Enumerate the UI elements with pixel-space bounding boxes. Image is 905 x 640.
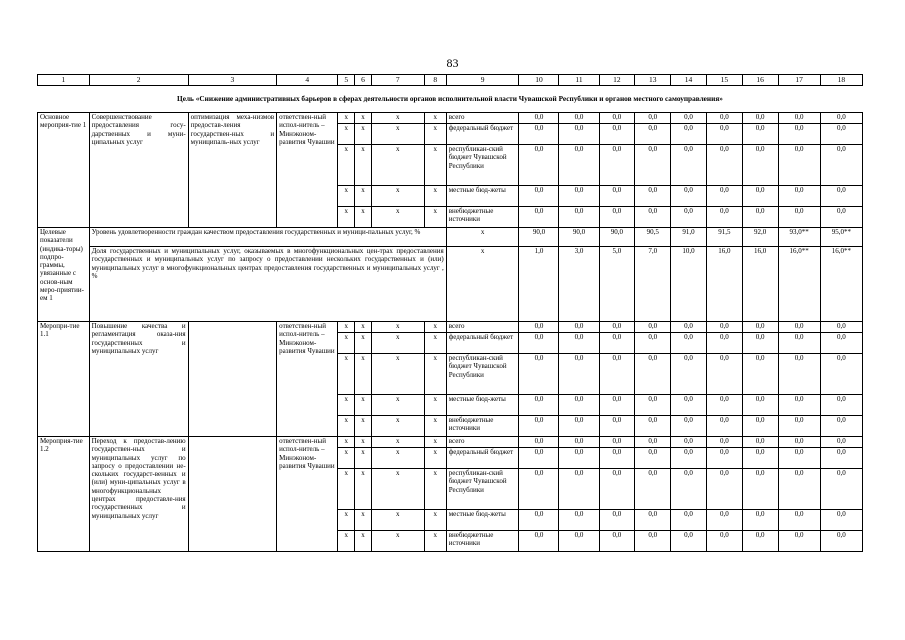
indicator-value: 10,0 (671, 247, 707, 322)
value-cell: 0,0 (742, 113, 778, 124)
value-cell: 0,0 (820, 354, 862, 395)
program-table (37, 74, 863, 552)
indicator-value: 16,0 (742, 247, 778, 322)
value-cell: 0,0 (599, 416, 635, 437)
value-cell: 0,0 (706, 510, 742, 531)
goal-title: Цель «Снижение административных барьеров в сферах деятельности органов исполнительной власти Чувашской Республики и органов местного самоуправления» (38, 86, 863, 113)
column-number: 9 (446, 75, 519, 86)
indicator-value: 90,0 (519, 228, 559, 247)
column-number: 10 (519, 75, 559, 86)
value-cell: 0,0 (559, 531, 599, 552)
x-mark: x (371, 113, 424, 124)
x-mark: x (424, 113, 446, 124)
value-cell: 0,0 (559, 395, 599, 416)
indicator-value: 16,0** (820, 247, 862, 322)
x-mark: x (424, 124, 446, 145)
value-cell: 0,0 (671, 469, 707, 510)
value-cell: 0,0 (559, 322, 599, 333)
value-cell: 0,0 (742, 322, 778, 333)
x-mark: x (355, 145, 372, 186)
x-mark: x (371, 322, 424, 333)
value-cell: 0,0 (599, 510, 635, 531)
x-mark: x (424, 186, 446, 207)
value-cell: 0,0 (820, 469, 862, 510)
source-label: всего (446, 113, 519, 124)
column-number: 4 (277, 75, 338, 86)
value-cell: 0,0 (742, 448, 778, 469)
value-cell: 0,0 (820, 333, 862, 354)
value-cell: 0,0 (519, 416, 559, 437)
value-cell: 0,0 (635, 510, 671, 531)
value-cell: 0,0 (671, 207, 707, 228)
indicator-value: 93,0** (778, 228, 820, 247)
value-cell: 0,0 (671, 113, 707, 124)
measure-label: Меропри-тие 1.1 (38, 322, 90, 437)
value-cell: 0,0 (519, 531, 559, 552)
x-mark: x (371, 145, 424, 186)
x-mark: x (338, 145, 355, 186)
value-cell: 0,0 (599, 145, 635, 186)
x-mark: x (338, 448, 355, 469)
value-cell: 0,0 (742, 395, 778, 416)
x-mark: x (338, 416, 355, 437)
indicator-value: 90,5 (635, 228, 671, 247)
value-cell: 0,0 (559, 207, 599, 228)
measure-title: Повышение качества и регламентация оказа-ния государственных и муниципальных услуг (89, 322, 188, 437)
value-cell: 0,0 (635, 437, 671, 448)
x-mark: x (338, 469, 355, 510)
source-label: внебюджетные источники (446, 207, 519, 228)
source-label: местные бюд-жеты (446, 395, 519, 416)
value-cell: 0,0 (778, 113, 820, 124)
source-label: федеральный бюджет (446, 124, 519, 145)
indicator-value: 90,0 (559, 228, 599, 247)
x-mark: x (424, 437, 446, 448)
value-cell: 0,0 (742, 124, 778, 145)
value-cell: 0,0 (706, 207, 742, 228)
source-label: федеральный бюджет (446, 333, 519, 354)
x-mark: x (355, 469, 372, 510)
value-cell: 0,0 (706, 395, 742, 416)
source-label: внебюджетные источники (446, 531, 519, 552)
value-cell: 0,0 (559, 186, 599, 207)
value-cell: 0,0 (559, 333, 599, 354)
block2-row (38, 322, 863, 333)
x-mark: x (371, 448, 424, 469)
x-mark: x (355, 322, 372, 333)
value-cell: 0,0 (778, 469, 820, 510)
x-mark: x (424, 448, 446, 469)
x-mark: x (338, 354, 355, 395)
measure-label: Мероприя-тие 1.2 (38, 437, 90, 552)
x-mark: x (355, 437, 372, 448)
x-mark: x (355, 207, 372, 228)
source-label: внебюджетные источники (446, 416, 519, 437)
x-mark: x (338, 124, 355, 145)
x-mark: x (355, 124, 372, 145)
value-cell: 0,0 (706, 531, 742, 552)
value-cell: 0,0 (778, 354, 820, 395)
value-cell: 0,0 (635, 124, 671, 145)
x-mark: x (338, 395, 355, 416)
value-cell: 0,0 (742, 437, 778, 448)
value-cell: 0,0 (671, 124, 707, 145)
value-cell: 0,0 (671, 448, 707, 469)
value-cell: 0,0 (519, 333, 559, 354)
value-cell: 0,0 (635, 416, 671, 437)
value-cell: 0,0 (635, 531, 671, 552)
value-cell: 0,0 (778, 124, 820, 145)
value-cell: 0,0 (671, 416, 707, 437)
indicator-value: 95,0** (820, 228, 862, 247)
x-mark: x (371, 510, 424, 531)
value-cell: 0,0 (671, 510, 707, 531)
value-cell: 0,0 (519, 322, 559, 333)
value-cell: 0,0 (519, 145, 559, 186)
indicator-value: 92,0 (742, 228, 778, 247)
x-mark: x (355, 395, 372, 416)
source-label: всего (446, 437, 519, 448)
block1-row (38, 113, 863, 124)
value-cell: 0,0 (559, 448, 599, 469)
column-number-row (38, 75, 863, 86)
x-mark: x (424, 510, 446, 531)
column-number: 8 (424, 75, 446, 86)
value-cell: 0,0 (706, 113, 742, 124)
indicator-value: 16,0 (706, 247, 742, 322)
value-cell: 0,0 (820, 322, 862, 333)
value-cell: 0,0 (599, 531, 635, 552)
indicator-text: Доля государственных и муниципальных услуг, оказываемых в многофункциональных цен-трах предоставления государственных и муниципальных услуг по запросу о предоставлении нескольких государственных и (или) муниципальных услуг в многофункциональных центрах предоставления государственных и муниципальных услуг , % (89, 247, 446, 322)
indicator-value: 7,0 (635, 247, 671, 322)
value-cell: 0,0 (778, 322, 820, 333)
measure-executor: ответствен-ный испол-нитель – Минэконом-развития Чувашии (277, 322, 338, 437)
x-mark: x (355, 416, 372, 437)
value-cell: 0,0 (820, 416, 862, 437)
value-cell: 0,0 (559, 416, 599, 437)
value-cell: 0,0 (635, 207, 671, 228)
value-cell: 0,0 (671, 531, 707, 552)
value-cell: 0,0 (599, 207, 635, 228)
indicator-value: 1,0 (519, 247, 559, 322)
value-cell: 0,0 (599, 186, 635, 207)
column-number: 5 (338, 75, 355, 86)
x-mark: x (424, 469, 446, 510)
source-label: республикан-ский бюджет Чувашской Республики (446, 145, 519, 186)
value-cell: 0,0 (559, 354, 599, 395)
column-number: 7 (371, 75, 424, 86)
value-cell: 0,0 (706, 416, 742, 437)
indicator-value: 5,0 (599, 247, 635, 322)
measure-goal (188, 322, 277, 437)
value-cell: 0,0 (706, 354, 742, 395)
value-cell: 0,0 (635, 448, 671, 469)
value-cell: 0,0 (519, 448, 559, 469)
x-mark: x (371, 416, 424, 437)
value-cell: 0,0 (742, 510, 778, 531)
value-cell: 0,0 (599, 113, 635, 124)
x-mark: x (371, 354, 424, 395)
value-cell: 0,0 (559, 510, 599, 531)
value-cell: 0,0 (778, 531, 820, 552)
column-number: 16 (742, 75, 778, 86)
value-cell: 0,0 (778, 186, 820, 207)
value-cell: 0,0 (820, 531, 862, 552)
measure-goal: оптимизация меха-низмов предостав-ления государствен-ных и муниципаль-ных услуг (188, 113, 277, 228)
value-cell: 0,0 (519, 186, 559, 207)
column-number: 6 (355, 75, 372, 86)
value-cell: 0,0 (599, 448, 635, 469)
value-cell: 0,0 (671, 322, 707, 333)
x-mark: x (338, 207, 355, 228)
x-mark: x (355, 354, 372, 395)
value-cell: 0,0 (820, 124, 862, 145)
indicator-text: Уровень удовлетворенности граждан качеством предоставления государственных и муници-пальных услуг, % (89, 228, 446, 247)
value-cell: 0,0 (671, 333, 707, 354)
source-label: федеральный бюджет (446, 448, 519, 469)
source-label: всего (446, 322, 519, 333)
measure-goal (188, 437, 277, 552)
column-number: 12 (599, 75, 635, 86)
measure-executor: ответствен-ный испол-нитель – Минэконом-развития Чувашии (277, 113, 338, 228)
value-cell: 0,0 (599, 333, 635, 354)
measure-label: Основное мероприя-тие 1 (38, 113, 90, 228)
value-cell: 0,0 (778, 207, 820, 228)
x-mark: x (355, 333, 372, 354)
value-cell: 0,0 (599, 124, 635, 145)
value-cell: 0,0 (519, 510, 559, 531)
value-cell: 0,0 (820, 113, 862, 124)
x-mark: x (338, 322, 355, 333)
value-cell: 0,0 (820, 510, 862, 531)
x-mark: x (371, 531, 424, 552)
value-cell: 0,0 (519, 207, 559, 228)
x-mark: x (371, 395, 424, 416)
value-cell: 0,0 (706, 448, 742, 469)
x-mark: x (371, 124, 424, 145)
value-cell: 0,0 (559, 145, 599, 186)
indicator-row (38, 228, 863, 247)
x-mark: x (338, 510, 355, 531)
value-cell: 0,0 (519, 469, 559, 510)
indicators-label: Целевые показатели (индика-торы) подпро-граммы, увязанные с основ-ным меро-приятии-ем 1 (38, 228, 90, 322)
x-mark: x (355, 186, 372, 207)
x-mark: x (338, 113, 355, 124)
value-cell: 0,0 (599, 354, 635, 395)
value-cell: 0,0 (671, 186, 707, 207)
column-number: 1 (38, 75, 90, 86)
value-cell: 0,0 (706, 333, 742, 354)
value-cell: 0,0 (671, 145, 707, 186)
value-cell: 0,0 (671, 354, 707, 395)
value-cell: 0,0 (635, 113, 671, 124)
value-cell: 0,0 (742, 531, 778, 552)
value-cell: 0,0 (599, 469, 635, 510)
value-cell: 0,0 (778, 395, 820, 416)
value-cell: 0,0 (635, 322, 671, 333)
value-cell: 0,0 (742, 207, 778, 228)
indicator-value: 91,5 (706, 228, 742, 247)
x-mark: x (371, 186, 424, 207)
measure-executor: ответствен-ный испол-нитель – Минэконом-развития Чувашии (277, 437, 338, 552)
value-cell: 0,0 (706, 469, 742, 510)
value-cell: 0,0 (599, 322, 635, 333)
value-cell: 0,0 (519, 113, 559, 124)
x-mark: x (338, 186, 355, 207)
value-cell: 0,0 (519, 124, 559, 145)
value-cell: 0,0 (742, 333, 778, 354)
value-cell: 0,0 (519, 437, 559, 448)
x-mark: x (424, 333, 446, 354)
value-cell: 0,0 (559, 437, 599, 448)
x-mark: x (371, 469, 424, 510)
value-cell: 0,0 (778, 145, 820, 186)
value-cell: 0,0 (778, 416, 820, 437)
source-label: республикан-ский бюджет Чувашской Республики (446, 354, 519, 395)
column-number: 17 (778, 75, 820, 86)
value-cell: 0,0 (742, 416, 778, 437)
value-cell: 0,0 (742, 186, 778, 207)
value-cell: 0,0 (778, 333, 820, 354)
measure-title: Переход к предостав-лению государствен-ных и муниципальных услуг по запросу о предоставлении не-скольких государст-венных и (или) муни-ципальных услуг в многофункциональных центрах предоставле-ния государственных и муниципальных услуг (89, 437, 188, 552)
x-mark: x (424, 395, 446, 416)
x-mark: x (338, 333, 355, 354)
column-number: 15 (706, 75, 742, 86)
value-cell: 0,0 (706, 124, 742, 145)
value-cell: 0,0 (635, 186, 671, 207)
x-mark: x (338, 437, 355, 448)
value-cell: 0,0 (559, 113, 599, 124)
x-mark: x (371, 437, 424, 448)
x-mark: x (424, 145, 446, 186)
value-cell: 0,0 (778, 437, 820, 448)
value-cell: 0,0 (820, 448, 862, 469)
value-cell: 0,0 (820, 145, 862, 186)
x-mark: x (424, 207, 446, 228)
value-cell: 0,0 (635, 395, 671, 416)
page-number: 83 (446, 56, 459, 70)
x-mark: x (355, 531, 372, 552)
value-cell: 0,0 (671, 395, 707, 416)
measure-title: Совершенствование предоставления госу-дарственных и муни-ципальных услуг (89, 113, 188, 228)
x-mark: x (446, 247, 519, 322)
x-mark: x (355, 510, 372, 531)
value-cell: 0,0 (706, 437, 742, 448)
value-cell: 0,0 (820, 186, 862, 207)
x-mark: x (424, 354, 446, 395)
value-cell: 0,0 (519, 354, 559, 395)
value-cell: 0,0 (635, 469, 671, 510)
x-mark: x (424, 322, 446, 333)
column-number: 3 (188, 75, 277, 86)
source-label: местные бюд-жеты (446, 510, 519, 531)
column-number: 18 (820, 75, 862, 86)
indicator-row (38, 247, 863, 322)
x-mark: x (355, 448, 372, 469)
value-cell: 0,0 (599, 395, 635, 416)
value-cell: 0,0 (706, 186, 742, 207)
value-cell: 0,0 (635, 145, 671, 186)
value-cell: 0,0 (706, 145, 742, 186)
value-cell: 0,0 (706, 322, 742, 333)
value-cell: 0,0 (635, 333, 671, 354)
source-label: республикан-ский бюджет Чувашской Республики (446, 469, 519, 510)
value-cell: 0,0 (559, 124, 599, 145)
source-label: местные бюд-жеты (446, 186, 519, 207)
value-cell: 0,0 (820, 207, 862, 228)
x-mark: x (446, 228, 519, 247)
goal-row (38, 86, 863, 113)
indicator-value: 90,0 (599, 228, 635, 247)
value-cell: 0,0 (778, 448, 820, 469)
indicator-value: 16,0** (778, 247, 820, 322)
value-cell: 0,0 (742, 354, 778, 395)
x-mark: x (338, 531, 355, 552)
indicator-value: 3,0 (559, 247, 599, 322)
value-cell: 0,0 (742, 145, 778, 186)
value-cell: 0,0 (820, 395, 862, 416)
value-cell: 0,0 (742, 469, 778, 510)
value-cell: 0,0 (820, 437, 862, 448)
x-mark: x (424, 416, 446, 437)
value-cell: 0,0 (559, 469, 599, 510)
x-mark: x (371, 207, 424, 228)
column-number: 14 (671, 75, 707, 86)
value-cell: 0,0 (519, 395, 559, 416)
column-number: 2 (89, 75, 188, 86)
value-cell: 0,0 (671, 437, 707, 448)
indicator-value: 91,0 (671, 228, 707, 247)
x-mark: x (355, 113, 372, 124)
block3-row (38, 437, 863, 448)
column-number: 11 (559, 75, 599, 86)
column-number: 13 (635, 75, 671, 86)
value-cell: 0,0 (635, 354, 671, 395)
x-mark: x (424, 531, 446, 552)
value-cell: 0,0 (599, 437, 635, 448)
value-cell: 0,0 (778, 510, 820, 531)
x-mark: x (371, 333, 424, 354)
